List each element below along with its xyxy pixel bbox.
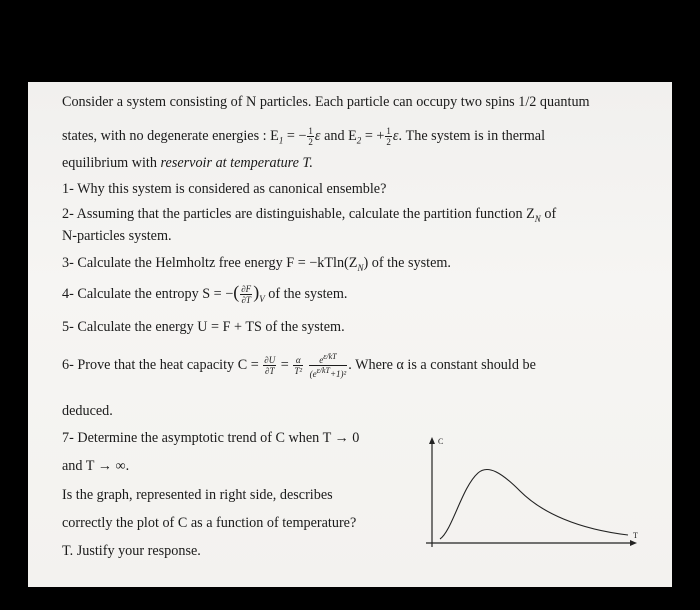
intro-line-2: states, with no degenerate energies : $E_1$ = − $\frac{1}{2}$ ε and $E_2$ = + $\frac{1}{2}$ ε. The system is in thermal: [62, 126, 546, 147]
question-2-line-2: N-particles system.: [62, 228, 172, 244]
x-axis-arrow: [630, 540, 637, 546]
y-axis-label: C: [438, 437, 444, 446]
heat-capacity-curve: [440, 469, 628, 539]
question-4-end: of the system.: [264, 286, 348, 302]
x-axis-label: T: [633, 531, 638, 540]
question-2-text: 2- Assuming that the particles are distinguishable, calculate the partition function Z: [62, 206, 535, 222]
question-6-text: 6- Prove that the heat capacity C =: [62, 356, 259, 373]
intro-line-3: [62, 155, 313, 172]
intro-line-2-a: states, with no degenerate energies : E: [62, 127, 279, 144]
question-3-text: 3- Calculate the Helmholtz free energy F = −kTln(Z: [62, 255, 358, 271]
question-3: 3- Calculate the Helmholtz free energy $F = -kTln(Z_N)$ of the system.: [62, 255, 451, 273]
question-2-end: of: [540, 206, 557, 222]
intro-line-1: Consider a system consisting of N particles. Each particle can occupy two spins 1/2 quantum: [62, 94, 590, 110]
question-3-end: ) of the system.: [363, 255, 451, 271]
y-axis-arrow: [429, 437, 435, 444]
question-2-line-1: 2- Assuming that the particles are distinguishable, calculate the partition function $Z_N$ of: [62, 206, 557, 224]
intro-line-3-b: reservoir at temperature T.: [160, 155, 313, 171]
question-6: 6- Prove that the heat capacity C = $\frac{\partial U}{\partial T}$ = $\frac{\alpha}{\text{T²}}$ $\frac{e\varepsilon/kT}{\text{(eε/kT+1)²}}$ . Where α is a constant should be: [62, 352, 536, 379]
question-7-line-2: and T → ∞.: [62, 458, 130, 474]
question-7-line-5: T. Justify your response.: [62, 543, 201, 559]
intro-line-2-c: . The system is in thermal: [398, 127, 546, 144]
question-5: 5- Calculate the energy U = F + TS of the system.: [62, 319, 345, 335]
question-7-line-1: 7- Determine the asymptotic trend of C when T → 0: [62, 430, 360, 446]
heat-capacity-graph: [418, 435, 643, 555]
intro-line-2-b: and E: [320, 127, 357, 144]
question-7-line-3: Is the graph, represented in right side, describes: [62, 487, 333, 503]
question-6-continued: deduced.: [62, 403, 113, 419]
document-page: [28, 82, 672, 587]
question-6-end: . Where α is a constant should be: [348, 356, 536, 373]
question-1: 1- Why this system is considered as canonical ensemble?: [62, 181, 387, 197]
question-4: 4- Calculate the entropy S = −( $\frac{\partial F}{\partial T}$ )$_V$ of the system.: [62, 282, 348, 306]
intro-line-3-a: equilibrium with: [62, 155, 161, 171]
question-4-text: 4- Calculate the entropy S = −: [62, 286, 234, 302]
question-7-line-4: correctly the plot of C as a function of temperature?: [62, 515, 357, 531]
